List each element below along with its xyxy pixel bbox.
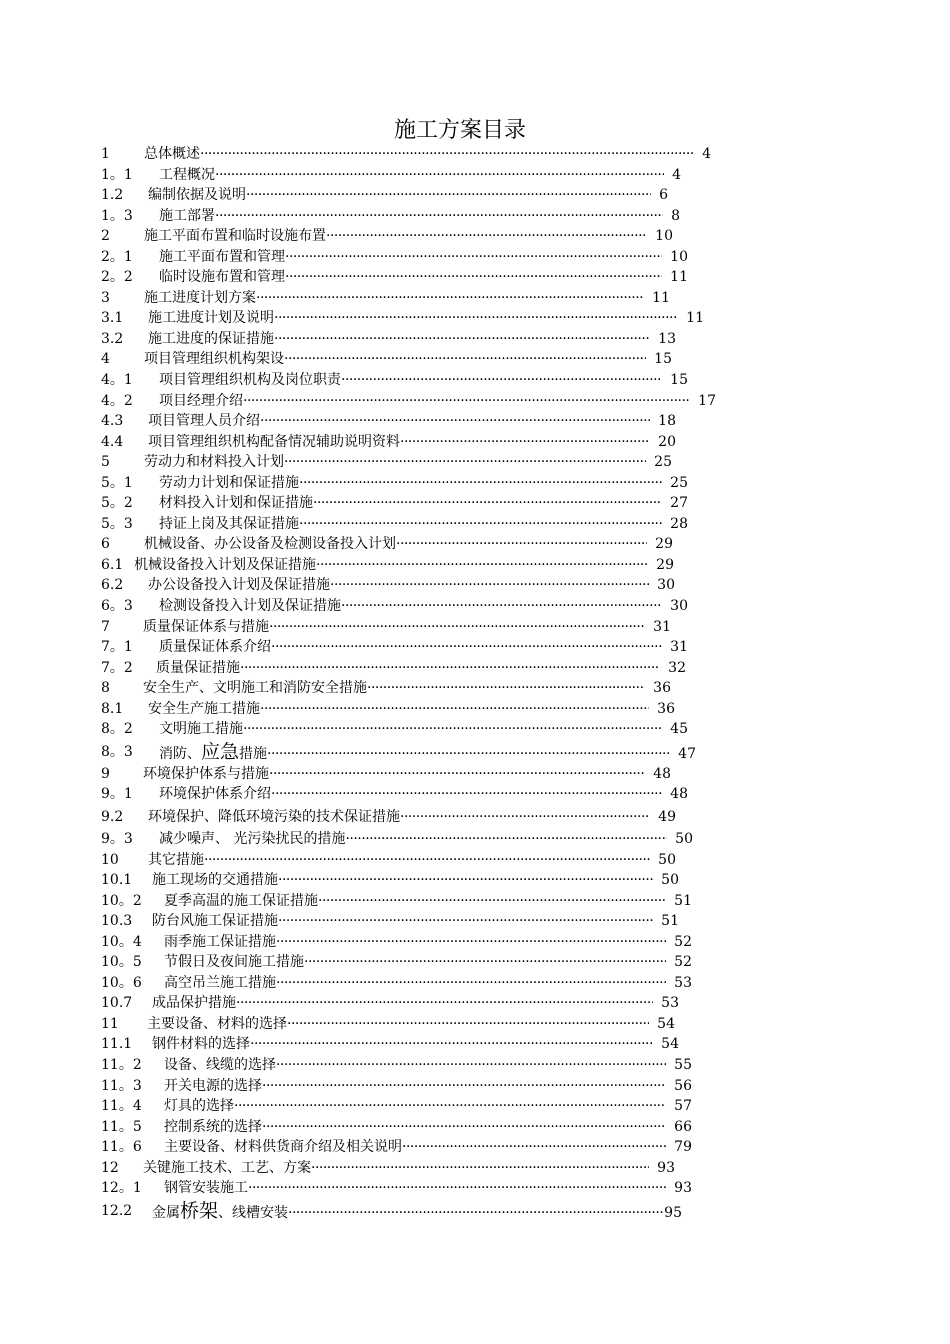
dot-leader [287, 1014, 649, 1034]
toc-page: 95 [664, 1204, 682, 1221]
dot-leader [326, 226, 647, 246]
toc-page: 36 [653, 680, 671, 697]
toc-label: 施工进度计划方案 [144, 289, 256, 306]
toc-entry [101, 247, 701, 268]
toc-number: 8 [101, 680, 110, 697]
toc-number: 2。1 [101, 248, 133, 265]
toc-label: 编制依据及说明 [148, 187, 246, 204]
toc-number: 6.2 [101, 577, 124, 594]
toc-number: 11。2 [101, 1056, 142, 1073]
toc-page: 11 [652, 289, 670, 306]
dot-leader [204, 850, 650, 870]
toc-label: 办公设备投入计划及保证措施 [148, 577, 330, 594]
toc-entry [101, 740, 701, 764]
toc-number: 2 [101, 228, 110, 245]
toc-entry [101, 349, 701, 370]
dot-leader [262, 1117, 666, 1137]
dot-leader [250, 1034, 653, 1054]
toc-entry [101, 1199, 701, 1223]
toc-entry [101, 514, 701, 535]
toc-entry [101, 891, 701, 912]
toc-entry [101, 973, 701, 994]
toc-entry [101, 575, 701, 596]
toc-label: 主要设备、材料的选择 [147, 1015, 287, 1032]
toc-number: 7。1 [101, 639, 133, 656]
toc-label: 总体概述 [144, 146, 200, 162]
dot-leader [215, 206, 663, 226]
dot-leader [278, 911, 653, 931]
toc-entry [101, 1158, 701, 1179]
table-of-contents [101, 144, 716, 1223]
toc-page: 51 [674, 892, 692, 909]
toc-page: 25 [654, 454, 672, 471]
toc-entry [101, 308, 704, 329]
toc-page: 47 [678, 745, 696, 762]
toc-number: 9 [101, 765, 110, 782]
toc-page: 29 [655, 536, 673, 553]
toc-entry [101, 764, 701, 785]
toc-entry [101, 784, 701, 805]
toc-label: 机械设备、办公设备及检测设备投入计划 [144, 536, 396, 553]
toc-number: 11 [101, 1015, 119, 1032]
dot-leader [299, 473, 662, 493]
toc-label: 质量保证措施 [156, 659, 240, 676]
toc-page: 28 [670, 515, 688, 532]
toc-label: 消防、应急措施 [159, 740, 268, 763]
toc-label: 灯具的选择 [164, 1098, 234, 1115]
toc-number: 4。1 [101, 372, 133, 389]
toc-label: 文明施工措施 [159, 721, 243, 738]
toc-page: 6 [659, 187, 668, 204]
toc-page: 17 [698, 392, 716, 409]
toc-page: 56 [674, 1077, 692, 1094]
dot-leader [284, 349, 646, 369]
toc-page: 4 [702, 146, 711, 162]
toc-number: 2。2 [101, 269, 133, 286]
dot-leader [276, 932, 666, 952]
toc-page: 27 [670, 495, 688, 512]
toc-page: 52 [674, 954, 692, 971]
toc-label: 施工进度计划及说明 [148, 310, 274, 327]
toc-label: 项目管理人员介绍 [148, 413, 260, 430]
toc-page: 15 [670, 372, 688, 389]
toc-page: 10 [655, 228, 673, 245]
toc-number: 4 [101, 351, 110, 368]
dot-leader [215, 165, 664, 185]
toc-entry [101, 678, 701, 699]
toc-label: 项目管理组织机构配备情况辅助说明资料 [148, 433, 400, 450]
toc-page: 50 [658, 851, 676, 868]
toc-page: 31 [653, 618, 671, 635]
toc-number: 7 [101, 618, 110, 635]
toc-page: 93 [674, 1180, 692, 1197]
dot-leader [274, 308, 678, 328]
toc-entry [101, 1178, 701, 1199]
dot-leader [246, 185, 651, 205]
toc-page: 54 [661, 1036, 679, 1053]
toc-number: 7。2 [101, 659, 133, 676]
toc-number: 5。3 [101, 515, 133, 532]
dot-leader [330, 575, 649, 595]
dot-leader [262, 1076, 666, 1096]
toc-number: 10。5 [101, 954, 142, 971]
dot-leader [276, 1055, 666, 1075]
toc-page: 4 [672, 166, 681, 183]
dot-leader [304, 952, 666, 972]
toc-label: 项目管理组织机构及岗位职责 [159, 372, 341, 389]
toc-entry [101, 185, 701, 206]
toc-number: 3 [101, 289, 110, 306]
toc-number: 10.7 [101, 995, 133, 1012]
toc-entry [101, 1034, 701, 1055]
toc-page: 49 [658, 808, 676, 825]
toc-number: 6.1 [101, 556, 124, 573]
toc-entry [101, 288, 701, 309]
toc-number: 4.3 [101, 413, 124, 430]
toc-number: 1.2 [101, 187, 124, 204]
toc-page: 15 [654, 351, 672, 368]
toc-entry [101, 452, 701, 473]
toc-page: 50 [661, 872, 679, 889]
dot-leader [271, 784, 662, 804]
toc-entry [101, 829, 701, 850]
toc-page: 66 [674, 1118, 692, 1135]
dot-leader [278, 870, 653, 890]
dot-leader [285, 267, 662, 287]
toc-number: 6。3 [101, 598, 133, 615]
toc-label: 控制系统的选择 [164, 1118, 262, 1135]
toc-label: 成品保护措施 [152, 995, 236, 1012]
toc-number: 12。1 [101, 1180, 142, 1197]
toc-label: 开关电源的选择 [164, 1077, 262, 1094]
dot-leader [299, 514, 662, 534]
dot-leader [341, 370, 662, 390]
toc-page: 93 [657, 1159, 675, 1176]
toc-entry [101, 432, 701, 453]
dot-leader [256, 288, 644, 308]
toc-label: 钢管安装施工 [164, 1180, 248, 1197]
dot-leader [236, 993, 653, 1013]
toc-label: 施工现场的交通措施 [152, 872, 278, 889]
toc-label: 检测设备投入计划及保证措施 [159, 598, 341, 615]
toc-number: 6 [101, 536, 110, 553]
toc-number: 10 [101, 851, 119, 868]
toc-entry [101, 165, 701, 186]
toc-number: 12 [101, 1159, 119, 1176]
toc-label: 项目经理介绍 [159, 392, 243, 409]
toc-page: 30 [657, 577, 675, 594]
dot-leader [276, 973, 666, 993]
toc-label: 节假日及夜间施工措施 [164, 954, 304, 971]
toc-label: 减少噪声、 光污染扰民的措施 [159, 830, 346, 847]
toc-label: 机械设备投入计划及保证措施 [134, 556, 316, 573]
toc-number: 1。3 [101, 207, 133, 224]
toc-number: 4.4 [101, 433, 124, 450]
toc-number: 3.1 [101, 310, 124, 327]
toc-label: 钢件材料的选择 [152, 1036, 250, 1053]
toc-page: 18 [658, 413, 676, 430]
toc-number: 9。1 [101, 786, 133, 803]
dot-leader [367, 678, 645, 698]
toc-label: 防台风施工保证措施 [152, 913, 278, 930]
toc-page: 20 [658, 433, 676, 450]
toc-page: 31 [670, 639, 688, 656]
toc-page: 8 [671, 207, 680, 224]
dot-leader [243, 719, 662, 739]
toc-page: 53 [661, 995, 679, 1012]
toc-entry [101, 370, 701, 391]
toc-page: 36 [657, 700, 675, 717]
toc-entry [101, 144, 711, 165]
dot-leader [271, 637, 662, 657]
dot-leader [274, 329, 650, 349]
toc-entry [101, 658, 701, 679]
dot-leader [200, 144, 694, 164]
toc-page: 13 [658, 330, 676, 347]
toc-page: 29 [656, 556, 674, 573]
toc-entry [101, 596, 701, 617]
dot-leader [402, 1137, 666, 1157]
toc-number: 8。2 [101, 721, 133, 738]
toc-page: 55 [674, 1056, 692, 1073]
dot-leader [260, 411, 650, 431]
toc-entry [101, 870, 701, 891]
toc-label: 其它措施 [148, 851, 204, 868]
toc-entry [101, 267, 701, 288]
toc-page: 48 [653, 765, 671, 782]
toc-entry [101, 1055, 701, 1076]
toc-label: 施工平面布置和临时设施布置 [144, 228, 326, 245]
toc-page: 30 [670, 598, 688, 615]
toc-entry [101, 206, 701, 227]
toc-page: 48 [670, 786, 688, 803]
toc-page: 79 [674, 1139, 692, 1156]
toc-label: 施工平面布置和管理 [159, 248, 285, 265]
toc-entry [101, 1096, 701, 1117]
toc-label: 环境保护体系介绍 [159, 786, 271, 803]
dot-leader [267, 742, 670, 766]
toc-entry [101, 699, 701, 720]
toc-number: 11。5 [101, 1118, 142, 1135]
toc-number: 10。4 [101, 933, 142, 950]
dot-leader [400, 805, 650, 829]
toc-label: 雨季施工保证措施 [164, 933, 276, 950]
toc-number: 8。3 [101, 743, 133, 760]
toc-label: 环境保护体系与措施 [143, 765, 269, 782]
toc-page: 51 [661, 913, 679, 930]
toc-entry [101, 1076, 701, 1097]
dot-leader [234, 1096, 666, 1116]
dot-leader [284, 452, 646, 472]
toc-entry [101, 534, 701, 555]
toc-number: 4。2 [101, 392, 133, 409]
toc-label: 临时设施布置和管理 [159, 269, 285, 286]
toc-entry [101, 391, 716, 412]
toc-entry [101, 805, 701, 829]
toc-label: 环境保护、降低环境污染的技术保证措施 [148, 808, 400, 825]
dot-leader [318, 891, 666, 911]
dot-leader [288, 1201, 663, 1225]
dot-leader [243, 391, 690, 411]
dot-leader [248, 1178, 666, 1198]
toc-entry [101, 493, 701, 514]
toc-number: 3.2 [101, 330, 124, 347]
toc-page: 10 [670, 248, 688, 265]
toc-number: 8.1 [101, 700, 124, 717]
toc-label: 施工部署 [159, 207, 215, 224]
toc-label: 材料投入计划和保证措施 [159, 495, 313, 512]
dot-leader [313, 493, 662, 513]
toc-number: 10.3 [101, 913, 133, 930]
dot-leader [269, 617, 645, 637]
toc-label: 金属桥架、线槽安装 [152, 1199, 289, 1222]
toc-page: 25 [670, 474, 688, 491]
toc-entry [101, 617, 701, 638]
toc-page: 32 [668, 659, 686, 676]
toc-label: 持证上岗及其保证措施 [159, 515, 299, 532]
dot-leader [341, 596, 662, 616]
toc-page: 45 [670, 721, 688, 738]
toc-entry [101, 911, 701, 932]
toc-label: 施工进度的保证措施 [148, 330, 274, 347]
toc-page: 52 [674, 933, 692, 950]
toc-label: 夏季高温的施工保证措施 [164, 892, 318, 909]
toc-label: 设备、线缆的选择 [164, 1056, 276, 1073]
toc-entry [101, 952, 701, 973]
toc-entry [101, 850, 701, 871]
dot-leader [400, 432, 650, 452]
dot-leader [240, 658, 660, 678]
toc-entry [101, 226, 701, 247]
dot-leader [345, 829, 667, 849]
toc-number: 10。2 [101, 892, 142, 909]
toc-entry [101, 555, 701, 576]
toc-label: 关键施工技术、工艺、方案 [143, 1159, 311, 1176]
toc-label: 安全生产、文明施工和消防安全措施 [143, 680, 367, 697]
toc-number: 11。6 [101, 1139, 142, 1156]
toc-number: 5。2 [101, 495, 133, 512]
toc-label: 高空吊兰施工措施 [164, 974, 276, 991]
toc-entry [101, 1137, 701, 1158]
toc-number: 10.1 [101, 872, 133, 889]
document-title: 施工方案目录 [393, 118, 526, 143]
toc-entry [101, 719, 701, 740]
toc-entry [101, 411, 701, 432]
toc-label: 质量保证体系与措施 [143, 618, 269, 635]
toc-number: 12.2 [101, 1202, 133, 1219]
toc-number: 11。3 [101, 1077, 142, 1094]
toc-number: 5 [101, 454, 110, 471]
dot-leader [396, 534, 647, 554]
toc-entry [101, 329, 701, 350]
dot-leader [285, 247, 662, 267]
dot-leader [311, 1158, 649, 1178]
toc-page: 57 [674, 1098, 692, 1115]
toc-number: 10。6 [101, 974, 142, 991]
dot-leader [269, 764, 645, 784]
toc-page: 50 [675, 830, 693, 847]
toc-label: 劳动力计划和保证措施 [159, 474, 299, 491]
dot-leader [316, 555, 648, 575]
toc-entry [101, 1014, 701, 1035]
toc-page: 54 [657, 1015, 675, 1032]
toc-page: 11 [686, 310, 704, 327]
toc-entry [101, 1117, 701, 1138]
toc-number: 9.2 [101, 808, 124, 825]
toc-number: 1。1 [101, 166, 133, 183]
toc-label: 安全生产施工措施 [148, 700, 260, 717]
toc-entry [101, 473, 701, 494]
toc-number: 1 [101, 146, 110, 162]
toc-page: 11 [670, 269, 688, 286]
toc-entry [101, 932, 701, 953]
toc-label: 主要设备、材料供货商介绍及相关说明 [164, 1139, 402, 1156]
toc-label: 工程概况 [159, 166, 215, 183]
toc-label: 质量保证体系介绍 [159, 639, 271, 656]
toc-label: 项目管理组织机构架设 [144, 351, 284, 368]
toc-number: 11.1 [101, 1036, 133, 1053]
toc-label: 劳动力和材料投入计划 [144, 454, 284, 471]
toc-number: 5。1 [101, 474, 133, 491]
dot-leader [260, 699, 649, 719]
toc-number: 11。4 [101, 1098, 142, 1115]
toc-entry [101, 993, 701, 1014]
toc-number: 9。3 [101, 830, 133, 847]
toc-entry [101, 637, 701, 658]
toc-page: 53 [674, 974, 692, 991]
